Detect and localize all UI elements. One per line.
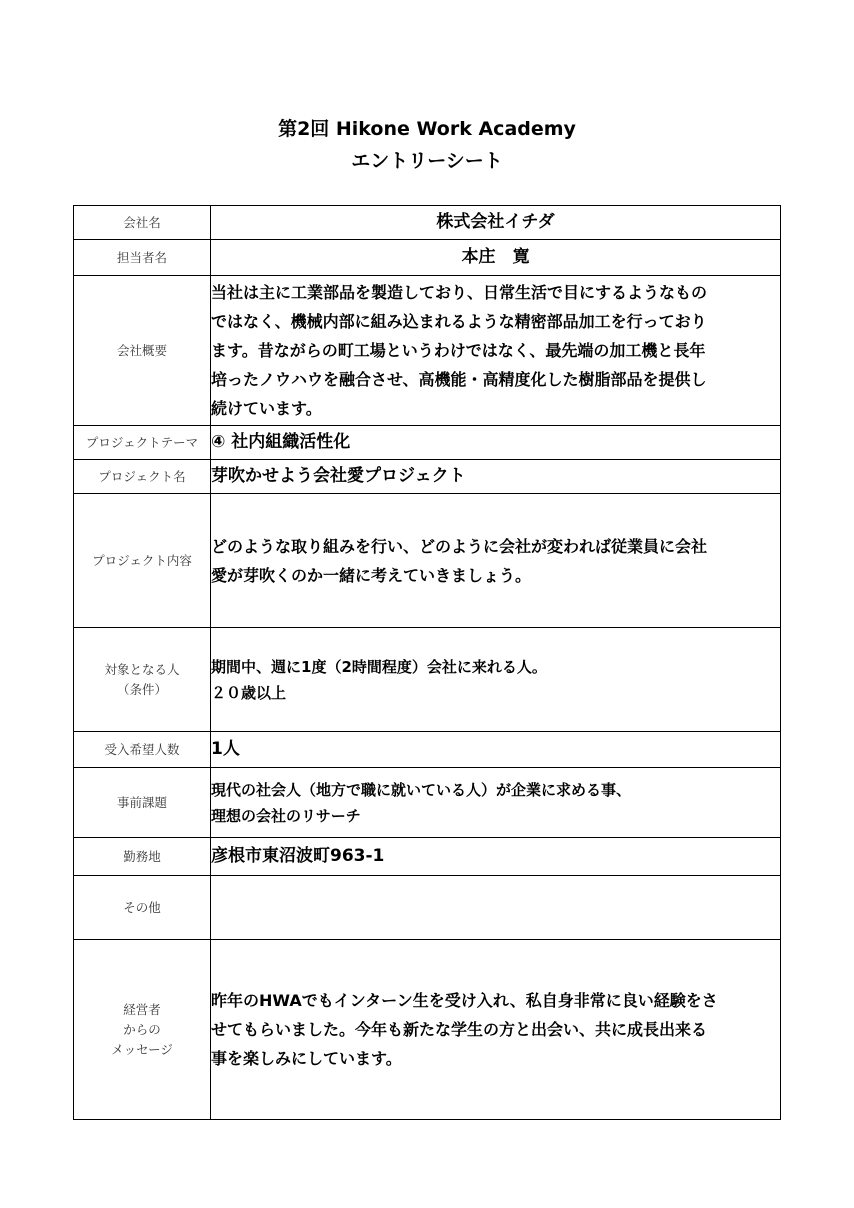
row-project-theme (74, 426, 781, 460)
target-person-label-line: 対象となる人 (104, 661, 180, 677)
target-person-value (211, 628, 781, 732)
row-work-location (74, 838, 781, 876)
overview-line: ではなく、機械内部に組み込まれるような精密部品加工を行っており (211, 312, 707, 331)
accept-count-label: 受入希望人数 (74, 732, 211, 768)
message-label-line: メッセージ (111, 1041, 173, 1057)
row-contact-person (74, 240, 781, 276)
row-target-person (74, 628, 781, 732)
message-line: せてもらいました。今年も新たな学生の方と出会い、共に成長出来る (211, 1020, 708, 1039)
accept-count-value: 1人 (211, 732, 781, 768)
work-location-value: 彦根市東沼波町963-1 (211, 838, 781, 876)
project-theme-value: ④ 社内組織活性化 (211, 426, 781, 460)
overview-line: 当社は主に工業部品を製造しており、日常生活で目にするようなもの (211, 283, 708, 302)
content-line: どのような取り組みを行い、どのように会社が変われば従業員に会社 (211, 536, 708, 556)
row-project-name (74, 460, 781, 494)
row-company-overview (74, 276, 781, 426)
document-title: 第2回 Hikone Work Academy (278, 118, 576, 140)
message-label-line: 経営者 (123, 1001, 161, 1017)
target-person-label (74, 628, 211, 732)
company-name-value: 株式会社イチダ (211, 206, 781, 240)
row-company-name (74, 206, 781, 240)
project-content-value (211, 494, 781, 628)
overview-line: 続けています。 (211, 399, 322, 418)
contact-person-label: 担当者名 (74, 240, 211, 276)
row-other (74, 876, 781, 940)
row-message (74, 940, 781, 1120)
document-subtitle: エントリーシート (351, 150, 503, 172)
contact-person-value: 本庄 寛 (211, 240, 781, 276)
company-overview-value (211, 276, 781, 426)
company-overview-label: 会社概要 (74, 276, 211, 426)
overview-line: 培ったノウハウを融合させ、高機能・高精度化した樹脂部品を提供し (211, 370, 707, 389)
target-line: 期間中、週に1度（2時間程度）会社に来れる人。 (211, 657, 547, 676)
target-line: ２０歳以上 (211, 683, 287, 702)
prior-task-label: 事前課題 (74, 768, 211, 838)
row-project-content (74, 494, 781, 628)
message-line: 事を楽しみにしています。 (211, 1049, 402, 1068)
message-label (74, 940, 211, 1120)
overview-line: ます。昔ながらの町工場というわけではなく、最先端の加工機と長年 (211, 341, 706, 360)
target-person-label-line: （条件） (116, 681, 167, 697)
project-content-label: プロジェクト内容 (74, 494, 211, 628)
company-name-label: 会社名 (74, 206, 211, 240)
other-value (211, 876, 781, 940)
project-name-value: 芽吹かせよう会社愛プロジェクト (211, 460, 781, 494)
row-accept-count (74, 732, 781, 768)
message-value (211, 940, 781, 1120)
prior-task-value (211, 768, 781, 838)
entry-sheet-table (73, 205, 781, 1120)
other-label: その他 (74, 876, 211, 940)
message-label-line: からの (123, 1021, 161, 1037)
message-line: 昨年のHWAでもインターン生を受け入れ、私自身非常に良い経験をさ (211, 991, 718, 1010)
project-theme-label: プロジェクトテーマ (74, 426, 211, 460)
row-prior-task (74, 768, 781, 838)
work-location-label: 勤務地 (74, 838, 211, 876)
prior-task-line: 理想の会社のリサーチ (211, 806, 361, 825)
project-name-label: プロジェクト名 (74, 460, 211, 494)
content-line: 愛が芽吹くのか一緒に考えていきましょう。 (211, 565, 532, 585)
prior-task-line: 現代の社会人（地方で職に就いている人）が企業に求める事、 (211, 780, 632, 799)
